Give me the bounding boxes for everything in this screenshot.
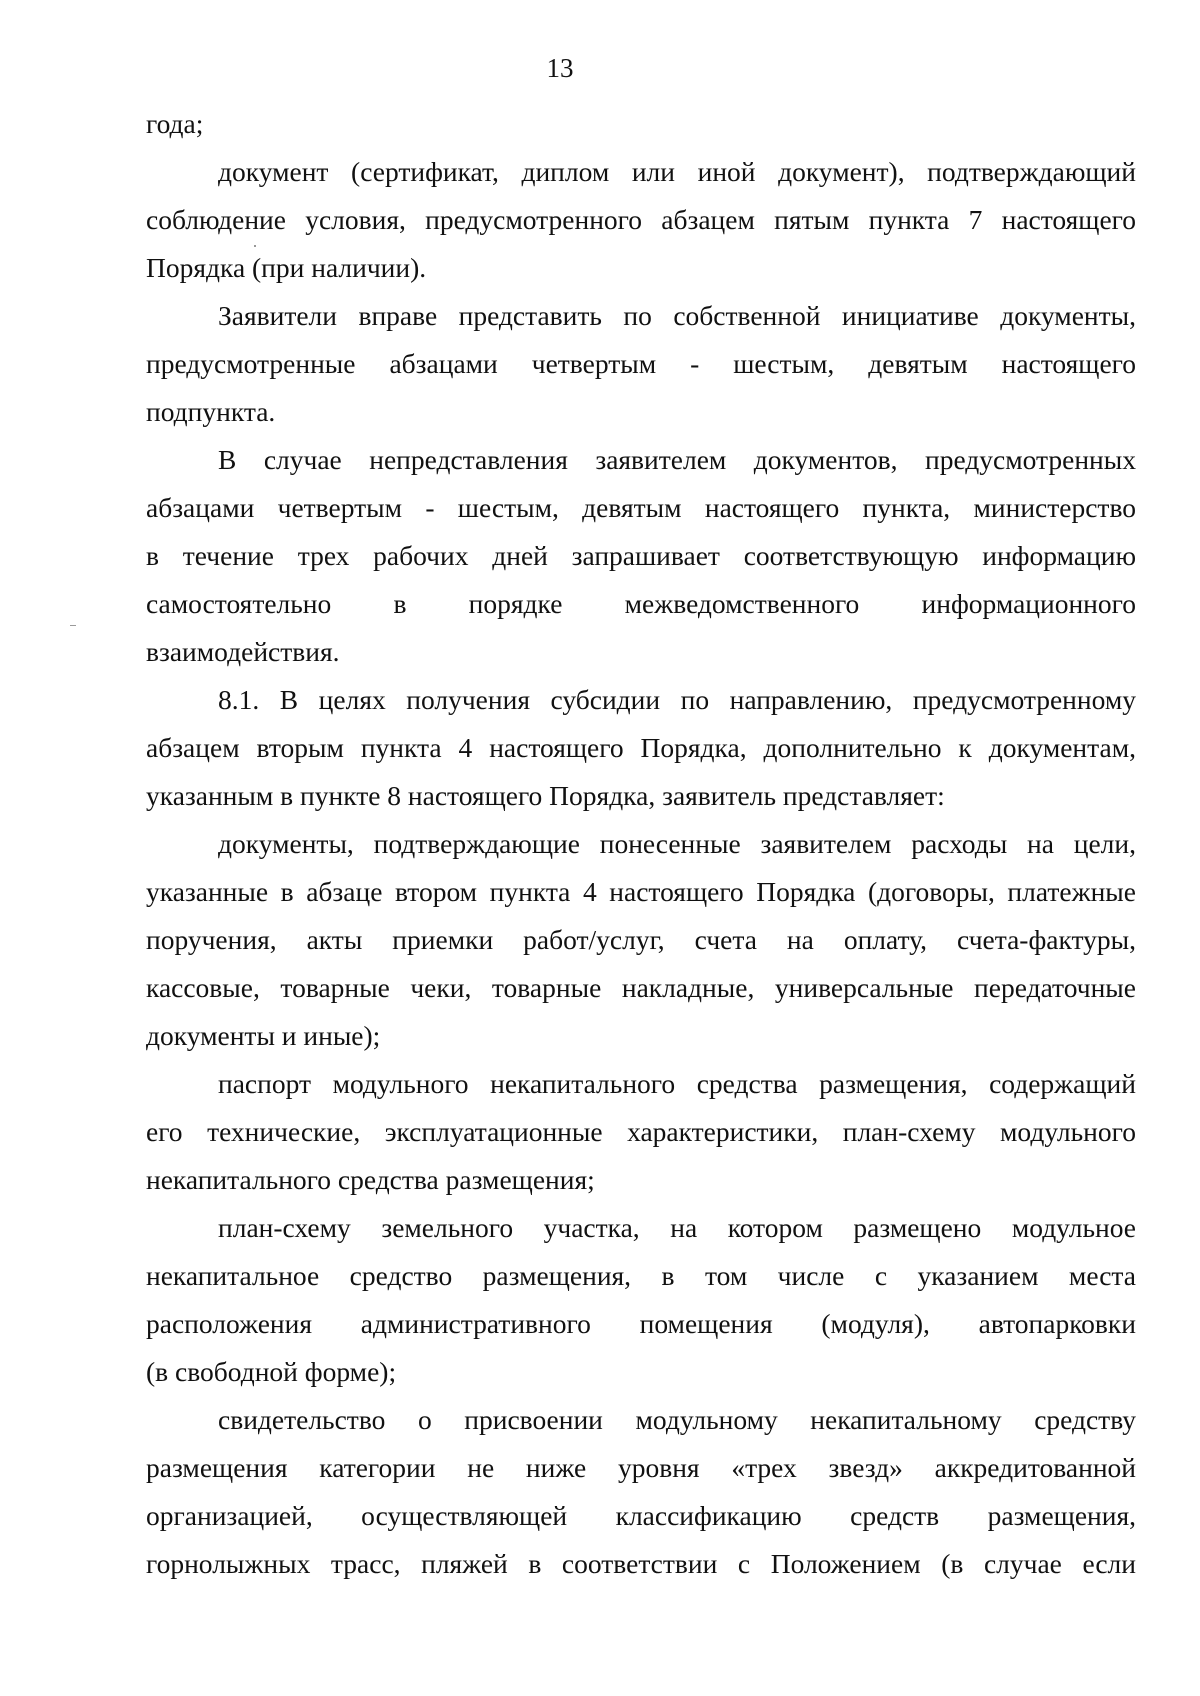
text-line: Порядка (при наличии).: [146, 252, 427, 283]
text-line: план-схему земельного участка, на котором размещено модульное: [218, 1212, 1136, 1243]
text-line: горнолыжных трасс, пляжей в соответствии с Положением (в случае если: [146, 1548, 1136, 1579]
text-line: В случае непредставления заявителем документов, предусмотренных: [218, 444, 1136, 475]
text-line: документ (сертификат, диплом или иной документ), подтверждающий: [218, 156, 1136, 187]
text-line: 8.1. В целях получения субсидии по направлению, предусмотренному: [218, 684, 1136, 715]
text-line: соблюдение условия, предусмотренного абзацем пятым пункта 7 настоящего: [146, 204, 1136, 235]
text-line: некапитального средства размещения;: [146, 1164, 595, 1195]
text-line: свидетельство о присвоении модульному некапитальному средству: [218, 1404, 1136, 1435]
text-line: (в свободной форме);: [146, 1356, 397, 1387]
text-line: абзацем вторым пункта 4 настоящего Порядка, дополнительно к документам,: [146, 732, 1136, 763]
text-line: года;: [146, 108, 204, 139]
text-line: расположения административного помещения (модуля), автопарковки: [146, 1308, 1136, 1339]
text-line: размещения категории не ниже уровня «трех звезд» аккредитованной: [146, 1452, 1136, 1483]
margin-mark: [70, 625, 76, 626]
text-line: документы, подтверждающие понесенные заявителем расходы на цели,: [218, 828, 1136, 859]
text-line: некапитальное средство размещения, в том числе с указанием места: [146, 1260, 1136, 1291]
text-line: в течение трех рабочих дней запрашивает соответствующую информацию: [146, 540, 1136, 571]
page-number: 13: [546, 53, 574, 83]
text-line: указанные в абзаце втором пункта 4 настоящего Порядка (договоры, платежные: [146, 876, 1136, 907]
text-line: указанным в пункте 8 настоящего Порядка, заявитель представляет:: [146, 780, 945, 811]
body-text: [146, 106, 1136, 1594]
text-line: подпункта.: [146, 396, 276, 427]
text-line: взаимодействия.: [146, 636, 340, 667]
text-line: Заявители вправе представить по собственной инициативе документы,: [218, 300, 1136, 331]
text-line: самостоятельно в порядке межведомственного информационного: [146, 588, 1136, 619]
text-line: предусмотренные абзацами четвертым - шестым, девятым настоящего: [146, 348, 1136, 379]
text-line: организацией, осуществляющей классификацию средств размещения,: [146, 1500, 1136, 1531]
text-line: абзацами четвертым - шестым, девятым настоящего пункта, министерство: [146, 492, 1136, 523]
text-line: кассовые, товарные чеки, товарные накладные, универсальные передаточные: [146, 972, 1136, 1003]
text-line: его технические, эксплуатационные характеристики, план-схему модульного: [146, 1116, 1136, 1147]
text-line: поручения, акты приемки работ/услуг, счета на оплату, счета-фактуры,: [146, 924, 1136, 955]
text-line: документы и иные);: [146, 1020, 381, 1051]
text-line: паспорт модульного некапитального средства размещения, содержащий: [218, 1068, 1136, 1099]
